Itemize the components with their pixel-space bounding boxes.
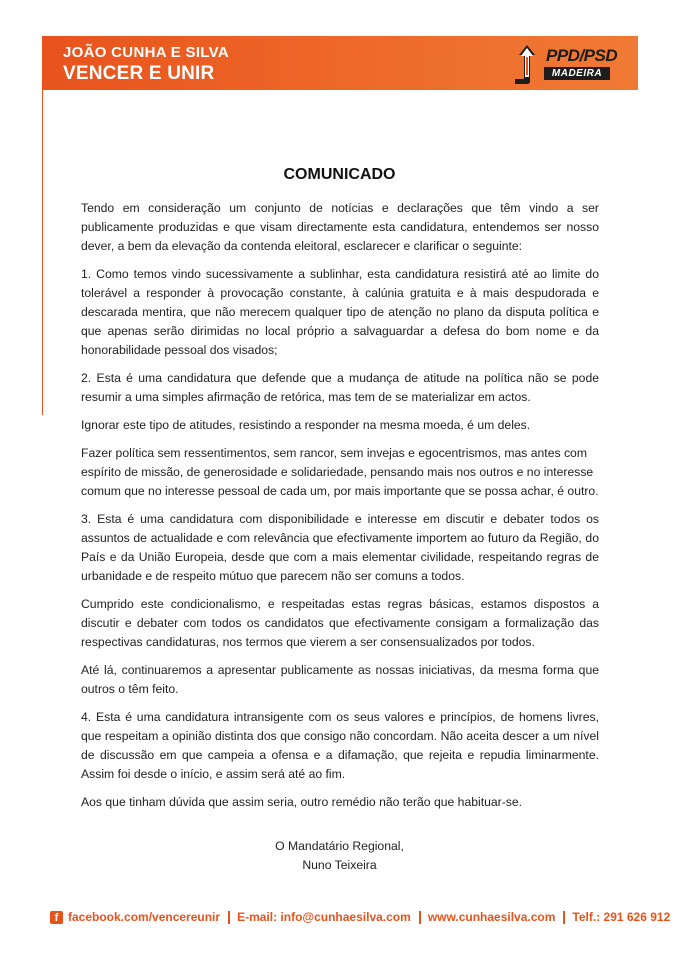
- phone-number: Telf.: 291 626 912: [572, 910, 671, 924]
- letterhead-banner: [42, 36, 638, 90]
- paragraph: 4. Esta é uma candidatura intransigente com os seus valores e princípios, de homens livres, que respeitam a opinião distinta dos que consigo não concordam. Não aceita descer a um nível de discussão em que campeia a ofensa e a difamação, que rejeita e repudia liminarmente. Assim foi desde o início, e assim será até ao fim.: [81, 710, 599, 781]
- margin-rule: [42, 90, 43, 415]
- paragraph: Tendo em consideração um conjunto de notícias e declarações que têm vindo a ser publicamente produzidas e que visam directamente esta candidatura, entendemos ser nosso dever, a bem da elevação da contenda eleitoral, esclarecer e clarificar o seguinte:: [81, 201, 599, 253]
- candidate-name: JOÃO CUNHA E SILVA: [63, 44, 229, 61]
- paragraph: 1. Como temos vindo sucessivamente a sublinhar, esta candidatura resistirá até ao limite do tolerável a responder à provocação constante, à calúnia gratuita e à mais despudorada e descarada mentira, que não merecem qualquer tipo de atenção no plano da disputa política e que apenas serão dirimidas no local próprio a salvaguardar a defesa do bom nome e da honorabilidade pessoal dos visados;: [81, 267, 599, 357]
- paragraph: Aos que tinham dúvida que assim seria, outro remédio não terão que habituar-se.: [81, 795, 523, 809]
- paragraph: Fazer política sem ressentimentos, sem rancor, sem invejas e egocentrismos, mas antes com espírito de missão, de generosidade e solidariedade, pensando mais nos outros e no interesse comum que no interesse pessoal de cada um, por mais importante que se possa achar, é outro.: [81, 446, 599, 498]
- paragraph: 2. Esta é uma candidatura que defende que a mudança de atitude na política não se pode resumir a uma simples afirmação de retórica, mas tem de se materializar em actos.: [81, 371, 599, 404]
- party-acronym: PPD/PSD: [546, 46, 618, 65]
- party-region: MADEIRA: [544, 67, 610, 80]
- paragraph: Cumprido este condicionalismo, e respeitadas estas regras básicas, estamos dispostos a discutir e debater com todos os candidatos que efectivamente consigam a formalização das respectivas candidaturas, nos termos que vierem a ser consensualizados por todos.: [81, 597, 599, 649]
- signature-name: Nuno Teixeira: [302, 858, 377, 872]
- document-body: [81, 199, 599, 821]
- footer-divider: [419, 911, 421, 924]
- signature-block: [0, 837, 679, 875]
- document-title: COMUNICADO: [283, 166, 396, 183]
- facebook-icon: f: [50, 911, 63, 924]
- website-link[interactable]: www.cunhaesilva.com: [427, 910, 556, 924]
- paragraph: Até lá, continuaremos a apresentar publicamente as nossas iniciativas, da mesma forma que outros o têm feito.: [81, 663, 599, 696]
- contact-footer: [50, 907, 670, 927]
- party-logo: [512, 43, 618, 85]
- footer-divider: [228, 911, 230, 924]
- signature-role: O Mandatário Regional,: [275, 839, 404, 853]
- email-link[interactable]: E-mail: info@cunhaesilva.com: [237, 910, 411, 924]
- facebook-link[interactable]: facebook.com/vencereunir: [68, 910, 221, 924]
- footer-divider: [563, 911, 565, 924]
- paragraph: 3. Esta é uma candidatura com disponibilidade e interesse em discutir e debater todos os assuntos de actualidade e com relevância que efectivamente importem ao futuro da Região, do País e da União Europeia, desde que com a mais elementar civilidade, respeitando regras de urbanidade e de respeito mútuo que parecem não ser comuns a todos.: [81, 512, 599, 583]
- campaign-slogan: VENCER E UNIR: [63, 63, 215, 84]
- party-arrow-icon: [512, 43, 540, 85]
- paragraph: Ignorar este tipo de atitudes, resistindo a responder na mesma moeda, é um deles.: [81, 418, 531, 432]
